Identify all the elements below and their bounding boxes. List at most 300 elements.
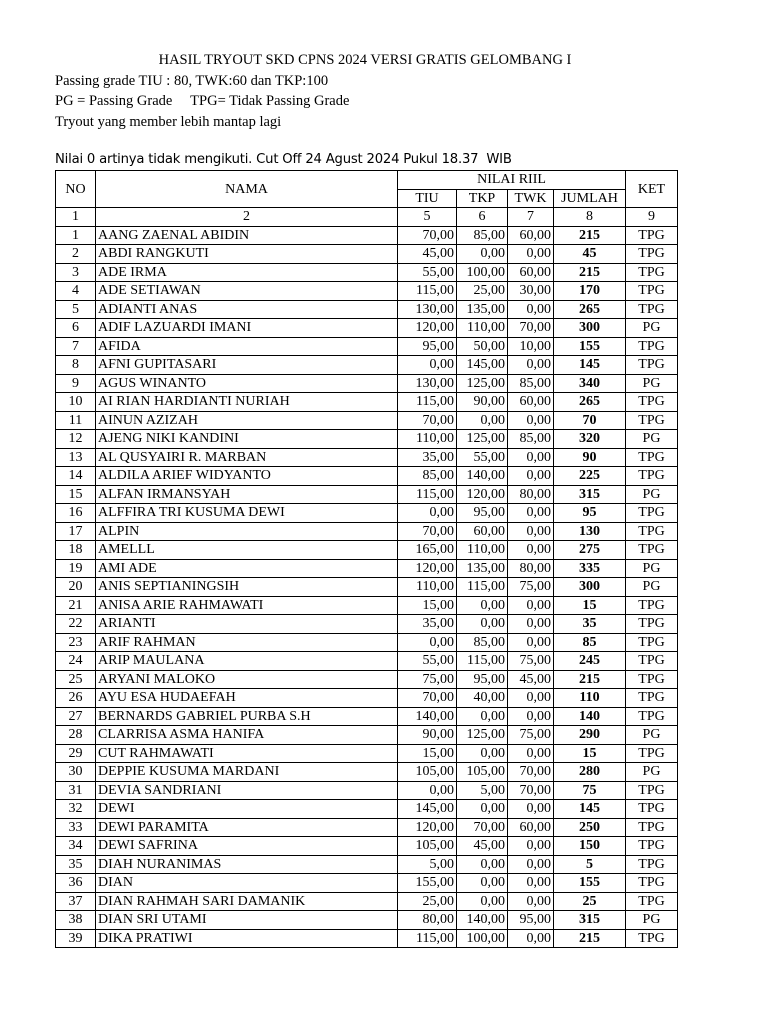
cell-tkp: 140,00 [457,467,508,486]
cell-jumlah: 215 [554,263,626,282]
cell-ket: TPG [626,874,678,893]
cell-jumlah: 170 [554,282,626,301]
table-row [56,726,678,745]
cell-twk: 60,00 [508,263,554,282]
table-row [56,485,678,504]
cell-jumlah: 95 [554,504,626,523]
cell-no: 7 [56,337,96,356]
cell-ket: TPG [626,652,678,671]
cell-twk: 0,00 [508,744,554,763]
cell-twk: 80,00 [508,485,554,504]
cell-nama: AMI ADE [96,559,398,578]
cell-ket: TPG [626,448,678,467]
cell-twk: 0,00 [508,356,554,375]
cell-jumlah: 140 [554,707,626,726]
cell-tkp: 110,00 [457,319,508,338]
cell-jumlah: 215 [554,226,626,245]
cell-no: 4 [56,282,96,301]
promo-text: Tryout yang member lebih mantap lagi [55,113,282,130]
cell-nama: ADIANTI ANAS [96,300,398,319]
cell-no: 16 [56,504,96,523]
cell-tiu: 5,00 [398,855,457,874]
table-row [56,892,678,911]
cutoff-note: Nilai 0 artinya tidak mengikuti. Cut Off 24 Agust 2024 Pukul 18.37 WIB [55,152,512,167]
cell-no: 11 [56,411,96,430]
cell-no: 5 [56,300,96,319]
cell-jumlah: 265 [554,393,626,412]
table-row [56,282,678,301]
cell-tkp: 110,00 [457,541,508,560]
cell-tkp: 85,00 [457,226,508,245]
cell-ket: TPG [626,633,678,652]
cell-jumlah: 245 [554,652,626,671]
cell-twk: 75,00 [508,578,554,597]
cell-twk: 0,00 [508,504,554,523]
cell-ket: PG [626,578,678,597]
cell-twk: 0,00 [508,245,554,264]
table-row [56,855,678,874]
cell-ket: TPG [626,504,678,523]
cell-tkp: 0,00 [457,874,508,893]
header-ket: KET [626,171,678,208]
cell-tiu: 130,00 [398,300,457,319]
cell-tkp: 90,00 [457,393,508,412]
table-row [56,467,678,486]
cell-tiu: 120,00 [398,818,457,837]
results-table [55,170,678,948]
cell-ket: TPG [626,837,678,856]
cell-nama: AYU ESA HUDAEFAH [96,689,398,708]
cell-ket: TPG [626,226,678,245]
table-row [56,763,678,782]
cell-no: 36 [56,874,96,893]
cell-twk: 80,00 [508,559,554,578]
cell-nama: ADE SETIAWAN [96,282,398,301]
cell-nama: ABDI RANGKUTI [96,245,398,264]
cell-ket: PG [626,430,678,449]
cell-nama: ANIS SEPTIANINGSIH [96,578,398,597]
cell-nama: DIAN [96,874,398,893]
table-row [56,393,678,412]
cell-nama: ARIP MAULANA [96,652,398,671]
cell-no: 35 [56,855,96,874]
cell-jumlah: 225 [554,467,626,486]
table-row [56,541,678,560]
cell-ket: TPG [626,337,678,356]
cell-tiu: 105,00 [398,763,457,782]
header-tiu: TIU [398,189,457,208]
table-row [56,263,678,282]
cell-tiu: 0,00 [398,356,457,375]
column-number-row [56,208,678,227]
cell-twk: 0,00 [508,633,554,652]
cell-nama: DEWI [96,800,398,819]
cell-twk: 30,00 [508,282,554,301]
cell-no: 22 [56,615,96,634]
cell-tiu: 55,00 [398,652,457,671]
cell-jumlah: 145 [554,356,626,375]
cell-tkp: 0,00 [457,892,508,911]
cell-ket: PG [626,319,678,338]
cell-nama: AL QUSYAIRI R. MARBAN [96,448,398,467]
table-row [56,374,678,393]
cell-no: 31 [56,781,96,800]
cell-nama: ALPIN [96,522,398,541]
cell-tiu: 45,00 [398,245,457,264]
cell-tkp: 25,00 [457,282,508,301]
cell-tiu: 15,00 [398,596,457,615]
cell-ket: PG [626,559,678,578]
cell-nama: DIAN RAHMAH SARI DAMANIK [96,892,398,911]
cell-ket: TPG [626,411,678,430]
cell-jumlah: 70 [554,411,626,430]
cell-ket: PG [626,726,678,745]
cell-jumlah: 85 [554,633,626,652]
cell-ket: TPG [626,356,678,375]
cell-tkp: 50,00 [457,337,508,356]
cell-tkp: 95,00 [457,504,508,523]
cell-tkp: 85,00 [457,633,508,652]
header-jumlah: JUMLAH [554,189,626,208]
cell-jumlah: 75 [554,781,626,800]
cell-ket: TPG [626,282,678,301]
header-twk: TWK [508,189,554,208]
cell-twk: 0,00 [508,837,554,856]
cell-nama: AGUS WINANTO [96,374,398,393]
cell-jumlah: 315 [554,911,626,930]
cell-tkp: 0,00 [457,855,508,874]
cell-tkp: 0,00 [457,615,508,634]
cell-tkp: 105,00 [457,763,508,782]
cell-twk: 70,00 [508,763,554,782]
cell-twk: 85,00 [508,430,554,449]
cell-no: 38 [56,911,96,930]
cell-nama: CLARRISA ASMA HANIFA [96,726,398,745]
table-row [56,689,678,708]
cell-nama: ADIF LAZUARDI IMANI [96,319,398,338]
cell-twk: 60,00 [508,818,554,837]
cell-jumlah: 15 [554,596,626,615]
cell-ket: TPG [626,670,678,689]
cell-no: 13 [56,448,96,467]
cell-nama: DIAH NURANIMAS [96,855,398,874]
document-title: HASIL TRYOUT SKD CPNS 2024 VERSI GRATIS GELOMBANG I [158,52,572,68]
cell-ket: PG [626,911,678,930]
cell-no: 15 [56,485,96,504]
cell-nama: DEWI SAFRINA [96,837,398,856]
cell-tkp: 100,00 [457,263,508,282]
cell-tiu: 0,00 [398,633,457,652]
cell-ket: TPG [626,615,678,634]
cell-ket: TPG [626,707,678,726]
cell-jumlah: 275 [554,541,626,560]
cell-nama: AI RIAN HARDIANTI NURIAH [96,393,398,412]
cell-no: 2 [56,245,96,264]
cell-tkp: 95,00 [457,670,508,689]
cell-twk: 0,00 [508,874,554,893]
table-row [56,652,678,671]
cell-no: 39 [56,929,96,948]
cell-tkp: 0,00 [457,411,508,430]
cell-no: 21 [56,596,96,615]
cell-tiu: 130,00 [398,374,457,393]
table-row [56,300,678,319]
cell-jumlah: 250 [554,818,626,837]
cell-no: 14 [56,467,96,486]
table-row [56,245,678,264]
cell-no: 9 [56,374,96,393]
cell-twk: 45,00 [508,670,554,689]
cell-jumlah: 215 [554,929,626,948]
cell-no: 3 [56,263,96,282]
header-tkp: TKP [457,189,508,208]
cell-tkp: 45,00 [457,837,508,856]
cell-jumlah: 340 [554,374,626,393]
cell-no: 27 [56,707,96,726]
cell-twk: 0,00 [508,689,554,708]
cell-tiu: 25,00 [398,892,457,911]
header-nama: NAMA [96,171,398,208]
cell-twk: 60,00 [508,393,554,412]
table-row [56,411,678,430]
cell-tiu: 120,00 [398,319,457,338]
table-row [56,874,678,893]
header-no: NO [56,171,96,208]
cell-jumlah: 300 [554,319,626,338]
cell-tiu: 80,00 [398,911,457,930]
legend-info: PG = Passing Grade TPG= Tidak Passing Grade [55,93,350,109]
cell-tkp: 0,00 [457,744,508,763]
cell-nama: BERNARDS GABRIEL PURBA S.H [96,707,398,726]
cell-no: 17 [56,522,96,541]
cell-no: 6 [56,319,96,338]
cell-ket: TPG [626,892,678,911]
cell-jumlah: 215 [554,670,626,689]
cell-no: 19 [56,559,96,578]
table-row [56,522,678,541]
cell-twk: 0,00 [508,800,554,819]
cell-jumlah: 90 [554,448,626,467]
table-row [56,670,678,689]
cell-ket: TPG [626,689,678,708]
cell-twk: 0,00 [508,929,554,948]
cell-tkp: 0,00 [457,800,508,819]
cell-tiu: 115,00 [398,929,457,948]
cell-ket: PG [626,485,678,504]
cell-nama: ARIF RAHMAN [96,633,398,652]
cell-twk: 0,00 [508,707,554,726]
results-body [56,226,678,948]
cell-ket: TPG [626,393,678,412]
cell-nama: AFNI GUPITASARI [96,356,398,375]
cell-no: 29 [56,744,96,763]
cell-twk: 10,00 [508,337,554,356]
cell-tkp: 0,00 [457,596,508,615]
cell-tiu: 110,00 [398,430,457,449]
col-number: 6 [457,208,508,227]
cell-twk: 75,00 [508,726,554,745]
cell-jumlah: 290 [554,726,626,745]
cell-twk: 70,00 [508,319,554,338]
cell-ket: TPG [626,467,678,486]
cell-nama: AANG ZAENAL ABIDIN [96,226,398,245]
table-row [56,337,678,356]
cell-nama: DIKA PRATIWI [96,929,398,948]
cell-tiu: 115,00 [398,393,457,412]
cell-tkp: 100,00 [457,929,508,948]
cell-nama: ALFAN IRMANSYAH [96,485,398,504]
passing-grade-info: Passing grade TIU : 80, TWK:60 dan TKP:100 [55,72,329,89]
cell-tkp: 60,00 [457,522,508,541]
cell-twk: 95,00 [508,911,554,930]
cell-no: 8 [56,356,96,375]
cell-tkp: 135,00 [457,300,508,319]
cell-tkp: 40,00 [457,689,508,708]
cell-nama: ARYANI MALOKO [96,670,398,689]
cell-jumlah: 150 [554,837,626,856]
cell-tkp: 5,00 [457,781,508,800]
cell-no: 20 [56,578,96,597]
cell-no: 10 [56,393,96,412]
cell-tkp: 125,00 [457,430,508,449]
cell-nama: AMELLL [96,541,398,560]
cell-tiu: 105,00 [398,837,457,856]
cell-tkp: 0,00 [457,707,508,726]
cell-ket: TPG [626,818,678,837]
cell-no: 28 [56,726,96,745]
cell-twk: 0,00 [508,615,554,634]
cell-no: 26 [56,689,96,708]
table-row [56,707,678,726]
cell-tkp: 55,00 [457,448,508,467]
table-row [56,578,678,597]
cell-nama: ALDILA ARIEF WIDYANTO [96,467,398,486]
cell-tkp: 120,00 [457,485,508,504]
cell-jumlah: 5 [554,855,626,874]
cell-twk: 60,00 [508,226,554,245]
cell-tiu: 90,00 [398,726,457,745]
cell-tiu: 140,00 [398,707,457,726]
cell-jumlah: 130 [554,522,626,541]
cell-tkp: 70,00 [457,818,508,837]
cell-tiu: 75,00 [398,670,457,689]
cell-twk: 70,00 [508,781,554,800]
table-row [56,929,678,948]
cell-no: 24 [56,652,96,671]
cell-no: 34 [56,837,96,856]
cell-jumlah: 315 [554,485,626,504]
cell-jumlah: 300 [554,578,626,597]
cell-ket: TPG [626,245,678,264]
col-number: 2 [96,208,398,227]
table-row [56,818,678,837]
cell-jumlah: 155 [554,874,626,893]
cell-ket: TPG [626,855,678,874]
cell-tiu: 70,00 [398,226,457,245]
cell-ket: TPG [626,596,678,615]
cell-tiu: 70,00 [398,689,457,708]
table-row [56,633,678,652]
col-number: 9 [626,208,678,227]
cell-tiu: 70,00 [398,522,457,541]
cell-nama: AJENG NIKI KANDINI [96,430,398,449]
cell-jumlah: 35 [554,615,626,634]
table-row [56,596,678,615]
cell-no: 25 [56,670,96,689]
cell-jumlah: 320 [554,430,626,449]
cell-nama: DIAN SRI UTAMI [96,911,398,930]
table-row [56,430,678,449]
cell-tkp: 145,00 [457,356,508,375]
table-row [56,837,678,856]
cell-ket: TPG [626,744,678,763]
cell-jumlah: 265 [554,300,626,319]
cell-tkp: 125,00 [457,374,508,393]
cell-twk: 0,00 [508,596,554,615]
cell-tiu: 115,00 [398,282,457,301]
cell-jumlah: 155 [554,337,626,356]
cell-tkp: 135,00 [457,559,508,578]
cell-twk: 0,00 [508,892,554,911]
cell-no: 23 [56,633,96,652]
cell-no: 18 [56,541,96,560]
cell-tiu: 155,00 [398,874,457,893]
table-row [56,911,678,930]
col-number: 7 [508,208,554,227]
cell-ket: PG [626,763,678,782]
col-number: 5 [398,208,457,227]
cell-no: 33 [56,818,96,837]
cell-tiu: 120,00 [398,559,457,578]
cell-nama: ALFFIRA TRI KUSUMA DEWI [96,504,398,523]
cell-nama: DEPPIE KUSUMA MARDANI [96,763,398,782]
cell-tkp: 115,00 [457,578,508,597]
header-nilai-riil: NILAI RIIL [398,171,626,190]
cell-tiu: 15,00 [398,744,457,763]
cell-nama: ANISA ARIE RAHMAWATI [96,596,398,615]
cell-no: 32 [56,800,96,819]
table-row [56,781,678,800]
cell-nama: CUT RAHMAWATI [96,744,398,763]
cell-tkp: 115,00 [457,652,508,671]
cell-twk: 0,00 [508,411,554,430]
cell-twk: 0,00 [508,467,554,486]
cell-jumlah: 280 [554,763,626,782]
cell-ket: TPG [626,263,678,282]
table-row [56,356,678,375]
document-header [55,50,695,132]
cell-jumlah: 15 [554,744,626,763]
table-row [56,504,678,523]
cell-nama: DEVIA SANDRIANI [96,781,398,800]
table-row [56,559,678,578]
cell-ket: TPG [626,522,678,541]
cell-tiu: 110,00 [398,578,457,597]
cell-ket: TPG [626,781,678,800]
table-row [56,319,678,338]
cell-tiu: 0,00 [398,504,457,523]
cell-tiu: 85,00 [398,467,457,486]
cell-no: 37 [56,892,96,911]
cell-nama: ADE IRMA [96,263,398,282]
cell-tiu: 70,00 [398,411,457,430]
cell-jumlah: 335 [554,559,626,578]
cell-nama: AFIDA [96,337,398,356]
col-number: 1 [56,208,96,227]
cell-twk: 0,00 [508,855,554,874]
cell-tiu: 115,00 [398,485,457,504]
cell-twk: 0,00 [508,448,554,467]
